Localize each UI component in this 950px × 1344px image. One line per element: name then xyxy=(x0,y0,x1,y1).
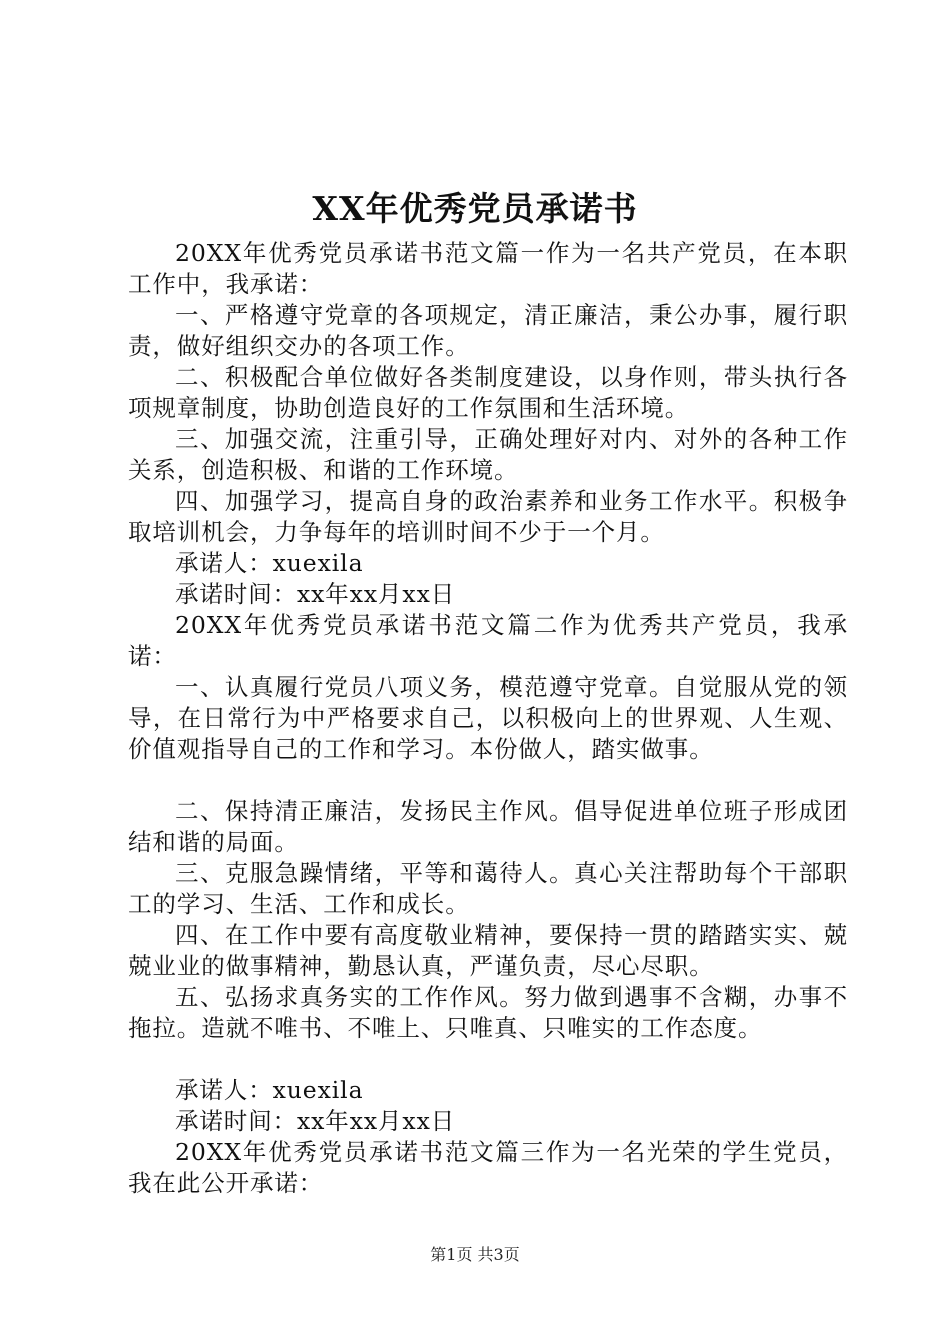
paragraph-item-4: 四、加强学习，提高自身的政治素养和业务工作水平。积极争取培训机会，力争每年的培训时间不少于一个月。 xyxy=(128,487,848,546)
document-body xyxy=(128,238,848,1199)
paragraph-item-2: 二、积极配合单位做好各类制度建设，以身作则，带头执行各项规章制度，协助创造良好的工作氛围和生活环境。 xyxy=(128,363,848,422)
paragraph-intro-1: 20XX年优秀党员承诺书范文篇一作为一名共产党员，在本职工作中，我承诺： xyxy=(128,239,848,298)
document-title: XX年优秀党员承诺书 xyxy=(312,189,638,228)
paragraph-item-2-2: 二、保持清正廉洁，发扬民主作风。倡导促进单位班子形成团结和谐的局面。 xyxy=(128,797,848,856)
paragraph-item-2-1: 一、认真履行党员八项义务，模范遵守党章。自觉服从党的领导，在日常行为中严格要求自己，以积极向上的世界观、人生观、价值观指导自己的工作和学习。本份做人，踏实做事。 xyxy=(128,673,848,763)
sign-date-2: 承诺时间：xx年xx月xx日 xyxy=(175,1107,456,1135)
signatory-2: 承诺人：xuexila xyxy=(175,1076,364,1104)
paragraph-intro-3: 20XX年优秀党员承诺书范文篇三作为一名光荣的学生党员，我在此公开承诺： xyxy=(128,1138,848,1197)
signatory-1: 承诺人：xuexila xyxy=(175,549,364,577)
page-footer: 第1页 共3页 xyxy=(430,1245,520,1264)
paragraph-intro-2: 20XX年优秀党员承诺书范文篇二作为优秀共产党员，我承诺： xyxy=(128,611,848,670)
paragraph-item-3: 三、加强交流，注重引导，正确处理好对内、对外的各种工作关系，创造积极、和谐的工作环境。 xyxy=(128,425,848,484)
paragraph-item-2-5: 五、弘扬求真务实的工作作风。努力做到遇事不含糊，办事不拖拉。造就不唯书、不唯上、只唯真、只唯实的工作态度。 xyxy=(128,983,848,1042)
sign-date-1: 承诺时间：xx年xx月xx日 xyxy=(175,580,456,608)
paragraph-item-1: 一、严格遵守党章的各项规定，清正廉洁，秉公办事，履行职责，做好组织交办的各项工作。 xyxy=(128,301,848,360)
paragraph-item-2-4: 四、在工作中要有高度敬业精神，要保持一贯的踏踏实实、兢兢业业的做事精神，勤恳认真，严谨负责，尽心尽职。 xyxy=(128,921,848,980)
paragraph-item-2-3: 三、克服急躁情绪，平等和蔼待人。真心关注帮助每个干部职工的学习、生活、工作和成长。 xyxy=(128,859,848,918)
